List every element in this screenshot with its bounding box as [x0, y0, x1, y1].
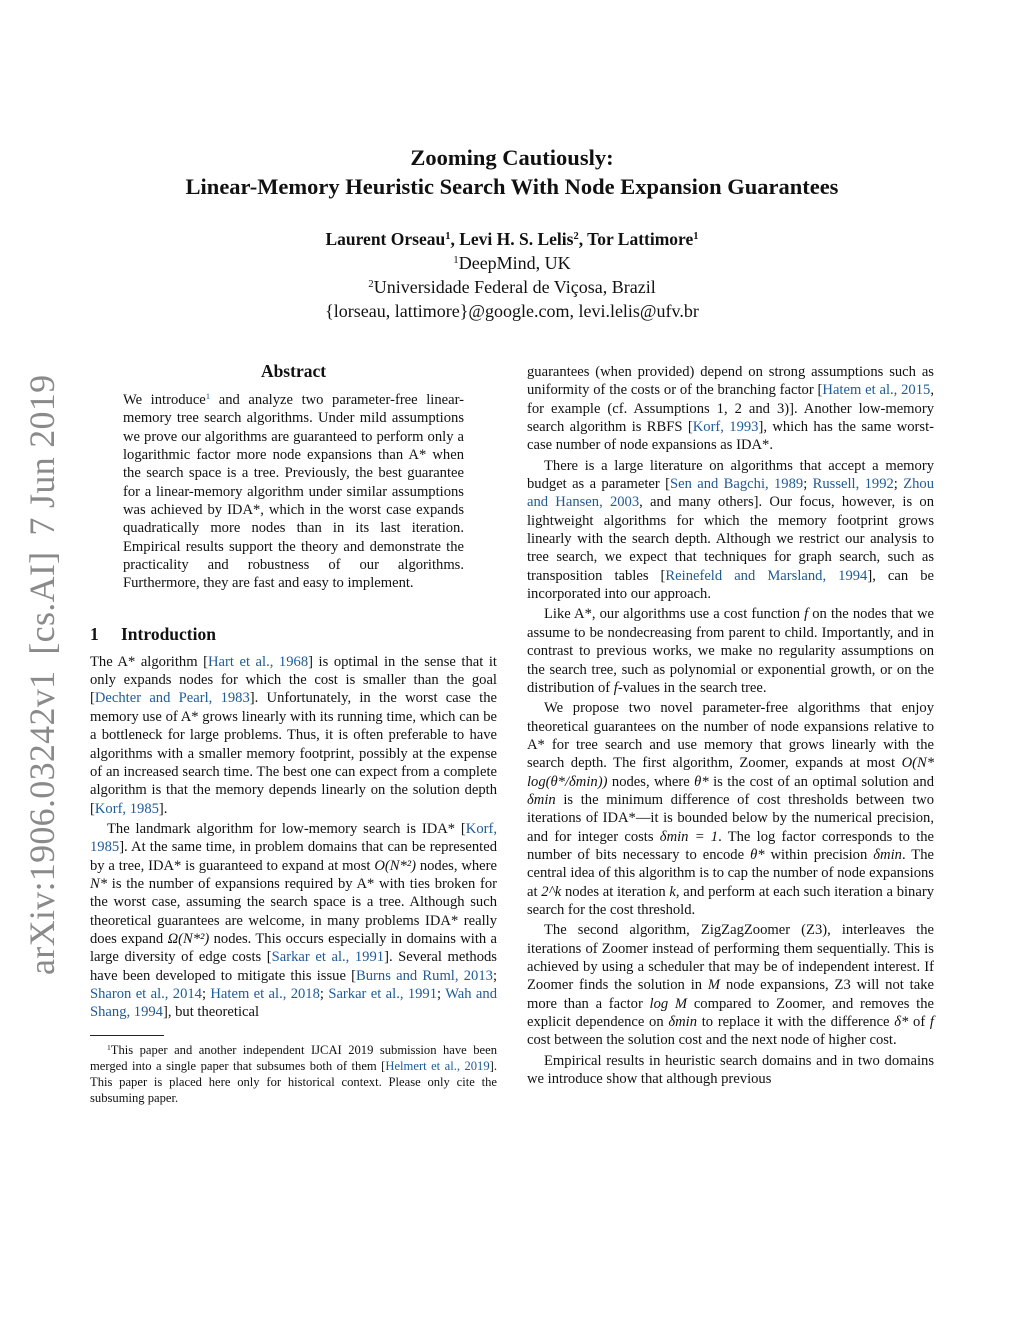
text-run: guarantees (when provided) depend on strong assumptions such as uniformity of the costs or of the branching factor [ — [527, 364, 934, 399]
math: δ* — [894, 1014, 909, 1031]
text-run: on the nodes that we assume to be nondecreasing from parent to child. Importantly, and in contrast to previous works, we make no regularity assumptions on the search tree, such as polynomial or exponential growth, or on the distribution of — [527, 606, 934, 696]
text-run: node expansions, Z3 will not take more than a factor — [527, 977, 934, 1012]
text-run: -values in the search tree. — [617, 679, 767, 696]
abstract-text: We introduce$^1$ and analyze two parameter-free linear-memory tree search algorithms. Under mild assumptions we prove our algorithms are guaranteed to perform only a logarithmic factor more node expansions than A* when the search space is a tree. Previously, the best guarantee for a linear-memory algorithm under similar assumptions was achieved by IDA*, which in the worst case expands quadratically more nodes than in its last iteration. Empirical results support the theory and demonstrate the practicality and robustness of our algorithms. Furthermore, they are fast and easy to implement. — [123, 391, 465, 592]
paragraph — [527, 363, 934, 455]
citation-link[interactable]: Burns and Ruml, 2013 — [356, 967, 493, 984]
text-run: , for example (cf. Assumptions 1, 2 and 3)]. Another low-memory search algorithm is RBFS [ — [527, 382, 934, 436]
math: θ* — [750, 846, 765, 863]
math: δmin — [668, 1014, 698, 1031]
arxiv-category: [cs.AI] — [22, 551, 62, 655]
author-name: Tor Lattimore — [587, 229, 694, 249]
text-run: , and perform at each such iteration a binary search for the cost threshold. — [527, 883, 934, 918]
citation-link[interactable]: Zhou and Hansen, 2003 — [527, 476, 935, 511]
text-run: The second algorithm, ZigZagZoomer (Z3), interleaves the iterations of Zoomer instead of performing them sequentially. This is achieved by using a scheduler that may be of independent interest. If Zoomer finds the solution in — [527, 922, 934, 994]
paragraph — [527, 921, 934, 1049]
citation-link[interactable]: Korf, 1993 — [692, 419, 759, 436]
citation-link[interactable]: Russell, 1992 — [812, 476, 894, 493]
text-run: ], which has the same worst-case number of node expansions as IDA*. — [527, 419, 934, 454]
math: δmin — [873, 846, 902, 863]
text-run: ]. Several methods have been developed to mitigate this issue [ — [90, 949, 497, 984]
math: log M — [649, 995, 688, 1012]
author-list: Laurent Orseau$^1$, Levi H. S. Lelis$^2$, Tor Lattimore$^1$ — [325, 229, 699, 249]
paragraph: There is a large literature on algorithms that accept a memory budget as a parameter [Sen and Bagchi, 1989; Russell, 1992; Zhou and Hansen, 2003, and many others]. Our focus, however, is on lightweight algorithms for which the memory footprint grows linearly with the search depth. Although we restrict our analysis to tree search, we expect that techniques for graph search, such as transposition tables [Reinefeld and Marsland, 1994], can be incorporated into our approach. — [527, 457, 935, 603]
citation-link[interactable]: Korf, 1985 — [90, 820, 497, 856]
citation-link[interactable]: Sharon et al., 2014 — [90, 985, 202, 1002]
paragraph — [527, 1052, 934, 1089]
text-run: nodes at iteration — [561, 883, 670, 900]
text-run: The landmark algorithm for low-memory search is IDA* [ — [107, 820, 466, 837]
text-run: ]. — [158, 800, 168, 817]
citation-link[interactable]: Reinefeld and Marsland, 1994 — [665, 567, 868, 584]
affiliation-mark: 2 — [573, 231, 579, 243]
text-run: within precision — [764, 846, 874, 863]
text-run: ]. This paper is placed here only for historical context. Please only cite the subsuming paper. — [90, 1058, 497, 1105]
arxiv-watermark — [20, 375, 64, 975]
paragraph — [90, 653, 497, 818]
text-run: Like A*, our algorithms use a cost function — [544, 606, 805, 623]
math: M — [707, 977, 721, 994]
text-run: ], but theoretical — [162, 1004, 260, 1021]
text-run: cost between the solution cost and the next node of higher cost. — [527, 1032, 897, 1049]
math: f — [613, 679, 618, 696]
affiliation-mark: 1 — [693, 231, 699, 243]
citation-link[interactable]: Korf, 1985 — [94, 800, 159, 817]
math: f — [804, 606, 809, 623]
math: δmin = 1 — [659, 828, 719, 845]
title-line-2: Linear-Memory Heuristic Search With Node Expansion Guarantees — [185, 174, 839, 199]
math: O(N* log(θ*/δmin)) — [527, 755, 934, 790]
footnote-divider — [90, 1035, 164, 1036]
text-run: . The central idea of this algorithm is to cap the number of node expansions at — [527, 846, 934, 900]
paragraph — [527, 699, 934, 919]
text-run: This paper and another independent IJCAI 2019 submission have been merged into a single paper that subsumes both of them [ — [90, 1042, 497, 1073]
text-run: ], can be incorporated into our approach. — [527, 567, 934, 603]
citation-link[interactable]: Sen and Bagchi, 1989 — [669, 476, 804, 493]
section-heading: 1 Introduction — [90, 623, 216, 644]
math: N* — [90, 875, 108, 892]
text-run: is the number of expansions required by A* with ties broken for the worst case, assuming the search space is a tree. Although such theoretical guarantees are welcome, in many problems IDA* really does expand — [90, 875, 497, 947]
text-run: is the cost of an optimal solution and — [708, 773, 934, 790]
math: Ω(N*²) — [167, 930, 210, 947]
citation-link[interactable]: Dechter and Pearl, 1983 — [94, 690, 250, 707]
text-run: to replace it with the difference — [697, 1014, 895, 1031]
abstract-heading: Abstract — [260, 361, 327, 381]
citation-link[interactable]: Sarkar et al., 1991 — [328, 985, 438, 1002]
affiliation: $^1$DeepMind, UK — [453, 253, 571, 273]
right-column — [527, 363, 934, 1088]
title-line-1: Zooming Cautiously: — [410, 145, 614, 170]
math: δmin — [527, 791, 556, 808]
math: f — [929, 1014, 934, 1031]
footnote-link[interactable]: 1 — [205, 391, 211, 402]
text-run: ]. Unfortunately, in the worst case the memory use of A* grows linearly with its running time, which can be a bottleneck for large problems. Thus, it is often preferable to have algorithms with a smaller memory footprint, possibly at the expense of an increased search time. The best one can expect from a complete algorithm is that the memory depends linearly on the solution depth [ — [90, 690, 497, 817]
text-run: nodes, where — [607, 773, 695, 790]
arxiv-date: 7 Jun 2019 — [22, 374, 62, 536]
citation-link[interactable]: Sarkar et al., 1991 — [271, 949, 385, 966]
affiliation: $^2$Universidade Federal de Viçosa, Brazil — [368, 277, 656, 297]
math: 2^k — [541, 883, 562, 900]
text-run: is the minimum difference of cost thresholds between two iterations of IDA*—it is bounded below by the numerical precision, and for integer costs — [527, 791, 934, 845]
footnote: $^1$This paper and another independent IJCAI 2019 submission have been merged into a single paper that subsumes both of them [Helmert et al., 2019]. This paper is placed here only for historical context. Please only cite the subsuming paper. — [90, 1042, 497, 1105]
author-name: Levi H. S. Lelis — [459, 229, 574, 249]
math: θ* — [694, 773, 709, 790]
text-run: There is a large literature on algorithms that accept a memory budget as a parameter [ — [527, 457, 934, 493]
text-run: , and many others]. Our focus, however, is on lightweight algorithms for which the memory footprint grows linearly with the search depth. Although we restrict our analysis to tree search, we expect that techniques for graph search, such as transposition tables [ — [527, 494, 934, 584]
paper-header — [0, 143, 1024, 323]
author-name: Laurent Orseau — [325, 229, 446, 249]
citation-link[interactable]: Hatem et al., 2015 — [822, 382, 931, 399]
text-run: of — [908, 1014, 930, 1031]
affiliation-mark: 1 — [445, 231, 451, 243]
text-run: We propose two novel parameter-free algorithms that enjoy theoretical guarantees on the number of node expansions relative to A* for tree search and use memory that grows linearly with the search depth. The first algorithm, Zoomer, expands at most — [527, 700, 934, 772]
author-emails: {lorseau, lattimore}@google.com, levi.lelis@ufv.br — [325, 301, 699, 321]
math: O(N*²) — [374, 857, 416, 874]
paper-title — [0, 143, 1024, 201]
citation-link[interactable]: Hart et al., 1968 — [207, 653, 309, 670]
paragraph: The landmark algorithm for low-memory search is IDA* [Korf, 1985]. At the same time, in problem domains that can be represented by a tree, IDA* is guaranteed to expand at most O(N*²) nodes, where N* is the number of expansions required by A* with ties broken for the worst case, assuming the search space is a tree. Although such theoretical guarantees are welcome, in many problems IDA* really does expand Ω(N*²) nodes. This occurs especially in domains with a large diversity of edge costs [Sarkar et al., 1991]. Several methods have been developed to mitigate this issue [Burns and Ruml, 2013; Sharon et al., 2014; Hatem et al., 2018; Sarkar et al., 1991; Wah and Shang, 1994], but theoretical — [90, 820, 497, 1021]
text-run: The A* algorithm [ — [90, 653, 208, 670]
math: k — [669, 883, 676, 900]
left-column — [90, 360, 497, 1106]
text-run: Empirical results in heuristic search domains and in two domains we introduce show that although previous — [527, 1052, 934, 1088]
citation-link[interactable]: Helmert et al., 2019 — [385, 1058, 490, 1073]
text-run: ] is optimal in the sense that it only expands nodes for which the cost is smaller than the goal [ — [90, 653, 497, 707]
text-run: nodes, where — [415, 857, 497, 874]
text-run: compared to Zoomer, and removes the explicit dependence on — [527, 995, 934, 1031]
text-run: ]. At the same time, in problem domains that can be represented by a tree, IDA* is guaranteed to expand at most — [90, 839, 497, 874]
text-run: . The log factor corresponds to the number of bits necessary to encode — [527, 828, 935, 863]
citation-link[interactable]: Hatem et al., 2018 — [210, 985, 320, 1002]
text-run: nodes. This occurs especially in domains with a large diversity of edge costs [ — [90, 930, 497, 966]
citation-link[interactable]: Wah and Shang, 1994 — [90, 985, 497, 1021]
arxiv-id: arXiv:1906.03242v1 — [22, 670, 62, 975]
paragraph — [527, 605, 934, 697]
